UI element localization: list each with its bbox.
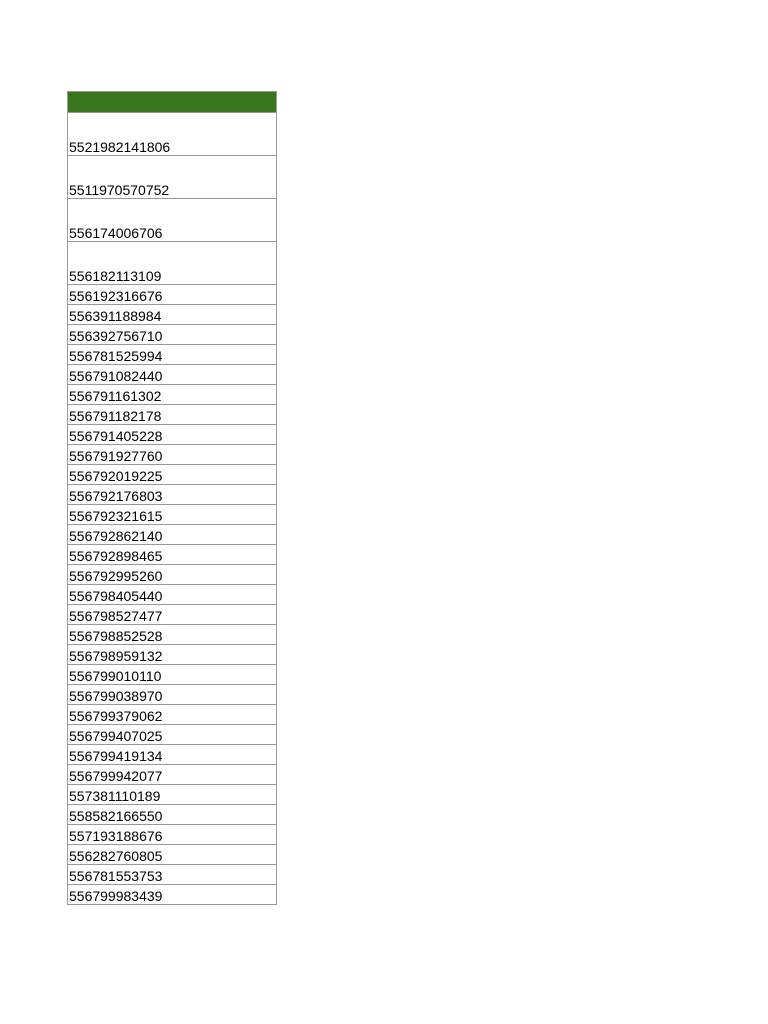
phone-number-cell[interactable]: 556791182178: [68, 405, 277, 425]
phone-number-cell[interactable]: 556792862140: [68, 525, 277, 545]
table-row: [68, 745, 277, 765]
phone-number-cell[interactable]: 556791927760: [68, 445, 277, 465]
table-row: [68, 505, 277, 525]
phone-number-cell[interactable]: 556799942077: [68, 765, 277, 785]
phone-number-cell[interactable]: 558582166550: [68, 805, 277, 825]
phone-number-cell[interactable]: 556391188984: [68, 305, 277, 325]
table-row: [68, 545, 277, 565]
table-row: [68, 625, 277, 645]
table-row: [68, 605, 277, 625]
phone-number-cell[interactable]: 556174006706: [68, 199, 277, 242]
table-row: [68, 805, 277, 825]
phone-number-cell[interactable]: 556798405440: [68, 585, 277, 605]
table-row: [68, 865, 277, 885]
phone-number-cell[interactable]: 556781553753: [68, 865, 277, 885]
phone-number-cell[interactable]: 556799010110: [68, 665, 277, 685]
table-row: [68, 885, 277, 905]
phone-number-cell[interactable]: 556798852528: [68, 625, 277, 645]
table-row: [68, 665, 277, 685]
table-row: [68, 725, 277, 745]
phone-number-cell[interactable]: 556798527477: [68, 605, 277, 625]
phone-number-cell[interactable]: 556192316676: [68, 285, 277, 305]
column-header[interactable]: [68, 92, 277, 113]
phone-number-cell[interactable]: 556799419134: [68, 745, 277, 765]
table-row: [68, 525, 277, 545]
phone-number-cell[interactable]: 556798959132: [68, 645, 277, 665]
table-body: [68, 113, 277, 905]
table-row: [68, 765, 277, 785]
phone-number-cell[interactable]: 556791082440: [68, 365, 277, 385]
table-row: [68, 365, 277, 385]
phone-number-cell[interactable]: 556791405228: [68, 425, 277, 445]
phone-number-cell[interactable]: 556781525994: [68, 345, 277, 365]
table-row: [68, 645, 277, 665]
table-row: [68, 285, 277, 305]
phone-number-cell[interactable]: 557193188676: [68, 825, 277, 845]
table-row: [68, 445, 277, 465]
table-row: [68, 345, 277, 365]
phone-number-cell[interactable]: 556799038970: [68, 685, 277, 705]
phone-number-cell[interactable]: 556792019225: [68, 465, 277, 485]
table-row: [68, 565, 277, 585]
phone-number-cell[interactable]: 5521982141806: [68, 113, 277, 156]
table-row: [68, 425, 277, 445]
phone-number-cell[interactable]: 556792176803: [68, 485, 277, 505]
table-row: [68, 405, 277, 425]
phone-number-cell[interactable]: 556792995260: [68, 565, 277, 585]
table-row: [68, 385, 277, 405]
phone-number-cell[interactable]: 556799407025: [68, 725, 277, 745]
table-row: [68, 585, 277, 605]
table-row: [68, 156, 277, 199]
phone-number-cell[interactable]: 5511970570752: [68, 156, 277, 199]
phone-number-cell[interactable]: 556799379062: [68, 705, 277, 725]
phone-number-cell[interactable]: 556792898465: [68, 545, 277, 565]
table-row: [68, 785, 277, 805]
phone-number-cell[interactable]: 557381110189: [68, 785, 277, 805]
table-row: [68, 465, 277, 485]
table-row: [68, 325, 277, 345]
table-row: [68, 305, 277, 325]
table-row: [68, 705, 277, 725]
phone-number-cell[interactable]: 556792321615: [68, 505, 277, 525]
phone-number-cell[interactable]: 556392756710: [68, 325, 277, 345]
phone-number-cell[interactable]: 556182113109: [68, 242, 277, 285]
phone-number-cell[interactable]: 556282760805: [68, 845, 277, 865]
phone-number-cell[interactable]: 556799983439: [68, 885, 277, 905]
table-row: [68, 242, 277, 285]
header-row: [68, 92, 277, 113]
table-row: [68, 199, 277, 242]
phone-number-table: [67, 91, 277, 905]
table-row: [68, 685, 277, 705]
table-row: [68, 825, 277, 845]
table-row: [68, 485, 277, 505]
table-row: [68, 113, 277, 156]
phone-number-cell[interactable]: 556791161302: [68, 385, 277, 405]
table-row: [68, 845, 277, 865]
